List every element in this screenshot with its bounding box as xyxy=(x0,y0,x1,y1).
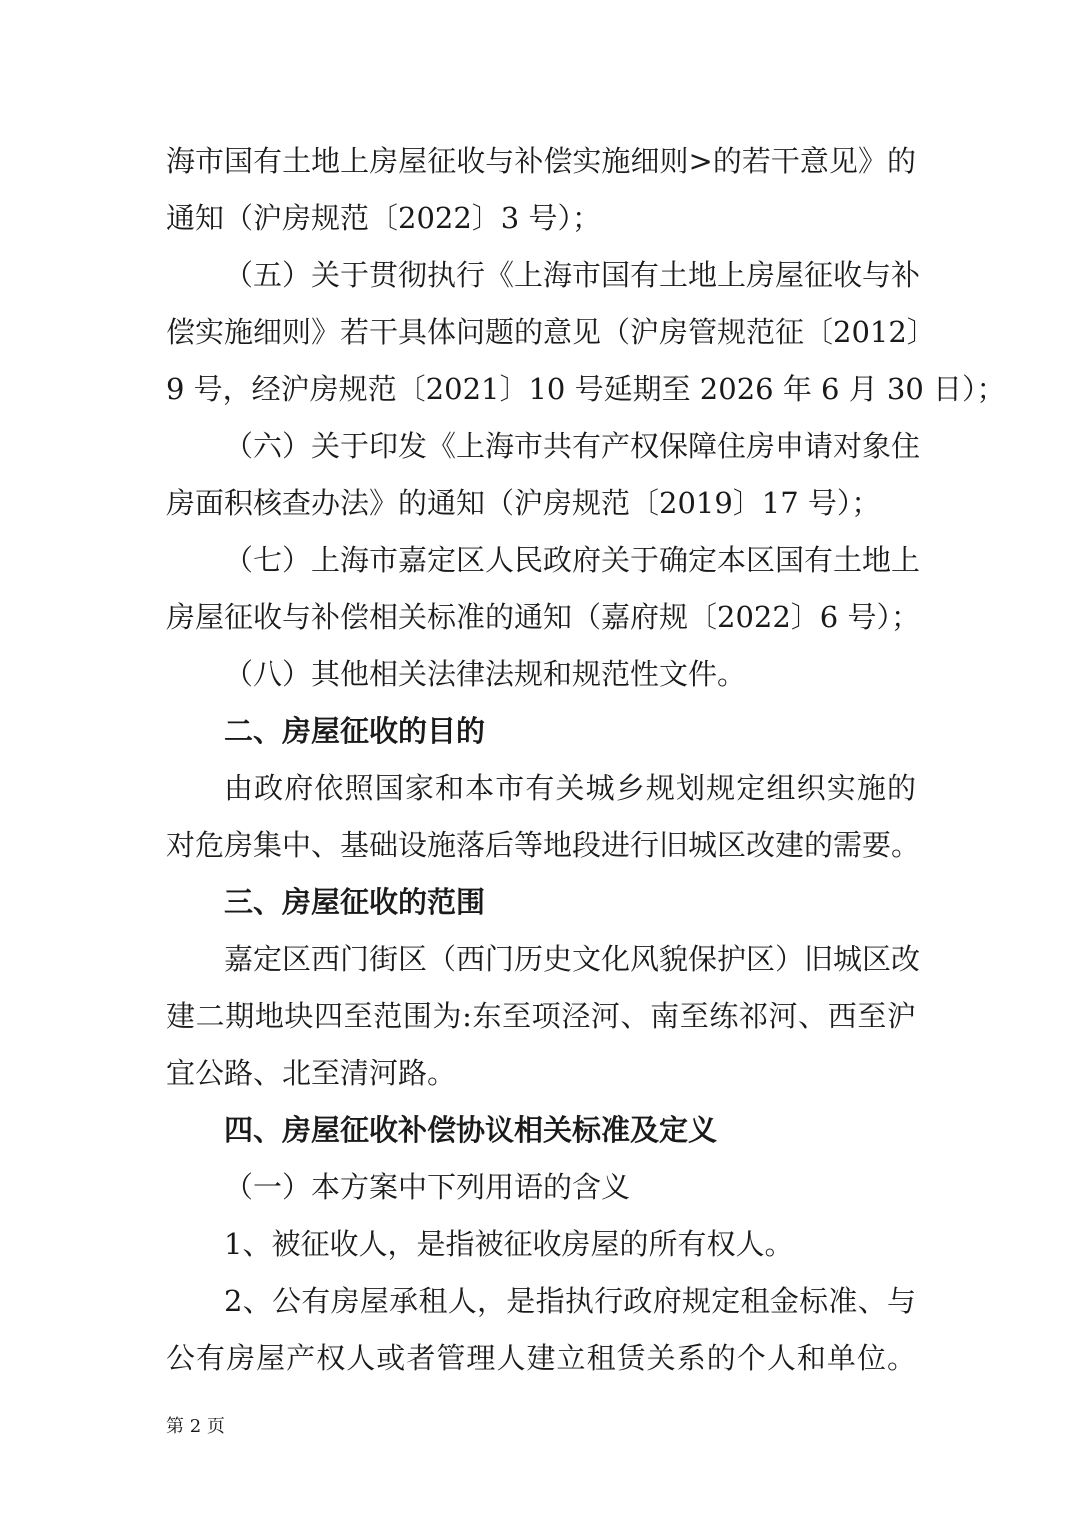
section-heading-standards: 四、房屋征收补偿协议相关标准及定义 xyxy=(224,1113,718,1147)
list-item-6: （六）关于印发《上海市共有产权保障住房申请对象住 xyxy=(224,429,921,463)
text-line: 9 号，经沪房规范〔2021〕10 号延期至 2026 年 6 月 30 日）； xyxy=(166,372,1006,406)
text-line: 宜公路、北至清河路。 xyxy=(166,1056,457,1090)
paragraph-line: 由政府依照国家和本市有关城乡规划规定组织实施的 xyxy=(224,771,916,805)
list-item-8: （八）其他相关法律法规和规范性文件。 xyxy=(224,657,747,691)
definition-item-2: 2、公有房屋承租人，是指执行政府规定租金标准、与 xyxy=(224,1284,916,1318)
text-line: 海市国有土地上房屋征收与补偿实施细则>的若干意见》的 xyxy=(166,144,916,178)
subsection-heading: （一）本方案中下列用语的含义 xyxy=(224,1170,631,1204)
section-heading-scope: 三、房屋征收的范围 xyxy=(224,885,486,919)
text-line: 房屋征收与补偿相关标准的通知（嘉府规〔2022〕6 号）； xyxy=(166,600,920,634)
list-item-5: （五）关于贯彻执行《上海市国有土地上房屋征收与补 xyxy=(224,258,921,292)
paragraph-line: 嘉定区西门街区（西门历史文化风貌保护区）旧城区改 xyxy=(224,942,921,976)
page-number: 第 2 页 xyxy=(166,1416,225,1437)
definition-item-1: 1、被征收人，是指被征收房屋的所有权人。 xyxy=(224,1227,794,1261)
text-line: 建二期地块四至范围为:东至项泾河、南至练祁河、西至沪 xyxy=(166,999,916,1033)
text-line: 公有房屋产权人或者管理人建立租赁关系的个人和单位。 xyxy=(166,1341,916,1375)
text-line: 对危房集中、基础设施落后等地段进行旧城区改建的需要。 xyxy=(166,828,921,862)
section-heading-purpose: 二、房屋征收的目的 xyxy=(224,714,486,748)
text-line: 通知（沪房规范〔2022〕3 号）； xyxy=(166,201,601,235)
text-line: 房面积核查办法》的通知（沪房规范〔2019〕17 号）； xyxy=(166,486,881,520)
list-item-7: （七）上海市嘉定区人民政府关于确定本区国有土地上 xyxy=(224,543,921,577)
text-line: 偿实施细则》若干具体问题的意见（沪房管规范征〔2012〕 xyxy=(166,315,936,349)
